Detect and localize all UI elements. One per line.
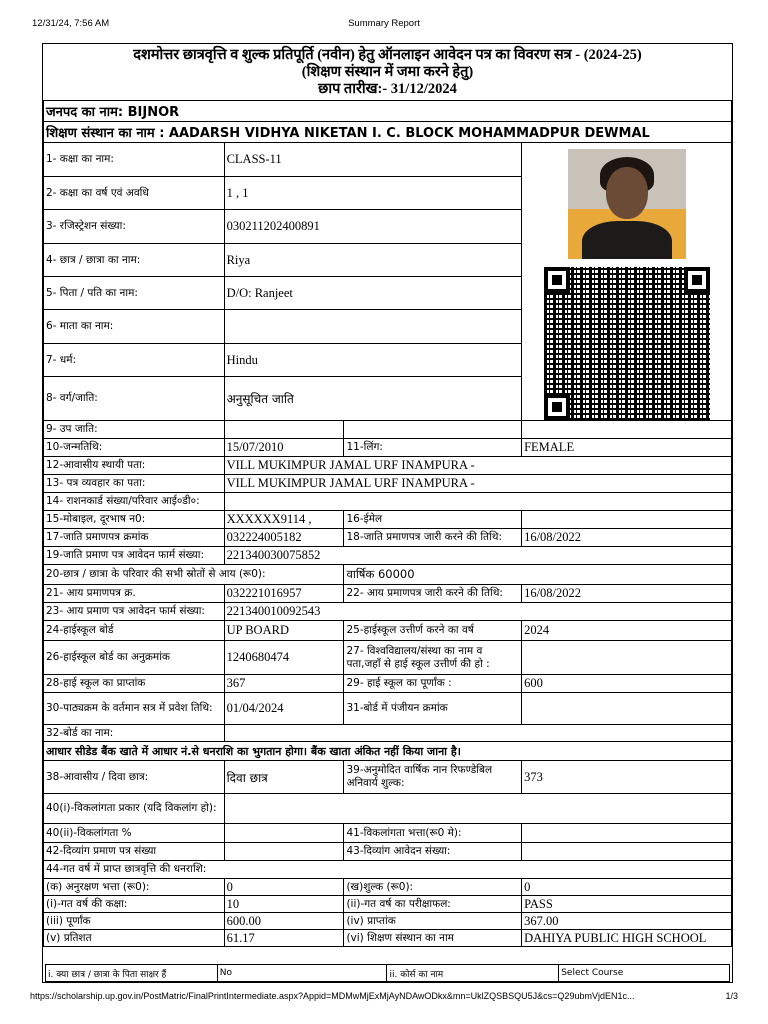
field-value: D/O: Ranjeet xyxy=(224,277,522,310)
field-label: 21- आय प्रमाणपत्र क्र. xyxy=(44,585,225,603)
field-value: 0 xyxy=(224,879,344,896)
field-value xyxy=(224,824,344,843)
field-value xyxy=(224,794,731,824)
field-label: 18-जाति प्रमाणपत्र जारी करने की तिथि: xyxy=(344,529,522,547)
field-value xyxy=(522,641,732,675)
details-table xyxy=(43,142,732,947)
field-value: 367 xyxy=(224,675,344,693)
field-label: 42-दिव्यांग प्रमाण पत्र संख्या xyxy=(44,843,225,861)
field-value xyxy=(224,493,731,511)
field-value: VILL MUKIMPUR JAMAL URF INAMPURA - xyxy=(224,457,731,475)
field-value: 1240680474 xyxy=(224,641,344,675)
field-label: 9- उप जाति: xyxy=(44,421,225,439)
field-value: अनुसूचित जाति xyxy=(224,377,522,421)
field-value xyxy=(522,824,732,843)
field-value: 15/07/2010 xyxy=(224,439,344,457)
course-select[interactable]: Select Course xyxy=(559,965,730,982)
field-label: 32-बोर्ड का नाम: xyxy=(44,725,225,742)
field-value: UP BOARD xyxy=(224,621,344,641)
form-title xyxy=(43,44,732,98)
field-label: 20-छात्र / छात्रा के परिवार की सभी स्रोतों से आय (रू0): xyxy=(44,565,344,585)
field-label: 15-मोबाइल, दूरभाष न0: xyxy=(44,511,225,529)
field-label: (i)-गत वर्ष की कक्षा: xyxy=(44,896,225,913)
field-value: 032224005182 xyxy=(224,529,344,547)
aadhaar-notice: आधार सीडेड बैंक खाते में आधार नं.से धनराशि का भुगतान होगा। बैंक खाता अंकित नहीं किया जाना है। xyxy=(44,742,732,761)
field-value: 600 xyxy=(522,675,732,693)
application-form xyxy=(42,43,733,983)
field-label: 17-जाति प्रमाणपत्र क्रमांक xyxy=(44,529,225,547)
field-label: 2- कक्षा का वर्ष एवं अवधि xyxy=(44,177,225,210)
field-label: 10-जन्मतिथि: xyxy=(44,439,225,457)
field-label: (ख)शुल्क (रू0): xyxy=(344,879,522,896)
field-label: 13- पत्र व्यवहार का पता: xyxy=(44,475,225,493)
field-label: 3- रजिस्ट्रेशन संख्या: xyxy=(44,210,225,244)
qr-code xyxy=(544,267,710,420)
field-label: ii. कोर्स का नाम xyxy=(387,965,559,982)
page-url: https://scholarship.up.gov.in/PostMatric/FinalPrintIntermediate.aspx?Appid=MDMwMjExMjAyNDAwODkx&mn=UklZQSBSQU5J&cs=Q29ubmVjdEN1c... xyxy=(30,991,635,1001)
field-value xyxy=(224,725,731,742)
field-label: 11-लिंग: xyxy=(344,439,522,457)
field-label: 22- आय प्रमाणपत्र जारी करने की तिथि: xyxy=(344,585,522,603)
field-label: 28-हाई स्कूल का प्राप्तांक xyxy=(44,675,225,693)
field-label: 12-आवासीय स्थायी पता: xyxy=(44,457,225,475)
field-label: 16-ईमेल xyxy=(344,511,522,529)
field-label: 6- माता का नाम: xyxy=(44,310,225,344)
field-label: 23- आय प्रमाण पत्र आवेदन फार्म संख्या: xyxy=(44,603,225,621)
field-value xyxy=(522,511,732,529)
field-value: VILL MUKIMPUR JAMAL URF INAMPURA - xyxy=(224,475,731,493)
field-label: (क) अनुरक्षण भत्ता (रू0): xyxy=(44,879,225,896)
field-value xyxy=(224,421,344,439)
page-number: 1/3 xyxy=(725,991,738,1001)
field-label: 30-पाठ्यक्रम के वर्तमान सत्र में प्रवेश तिथि: xyxy=(44,693,225,725)
field-label: 27- विश्वविद्यालय/संस्था का नाम व पता,जहाँ से हाई स्कूल उत्तीर्ण की हो : xyxy=(344,641,522,675)
district-table xyxy=(43,100,732,143)
field-value: 10 xyxy=(224,896,344,913)
field-label: (vi) शिक्षण संस्थान का नाम xyxy=(344,930,522,947)
field-value: दिवा छात्र xyxy=(224,761,344,794)
field-value xyxy=(224,310,522,344)
field-value: 600.00 xyxy=(224,913,344,930)
field-value: 61.17 xyxy=(224,930,344,947)
field-label: 4- छात्र / छात्रा का नाम: xyxy=(44,244,225,277)
field-label: 39-अनुमोदित वार्षिक नान रिफण्डेबिल अनिवार्य शुल्क: xyxy=(344,761,522,794)
field-value: 01/04/2024 xyxy=(224,693,344,725)
field-value: 2024 xyxy=(522,621,732,641)
field-value: No xyxy=(217,965,387,982)
field-value: 221340010092543 xyxy=(224,603,731,621)
field-label: 38-आवासीय / दिवा छात्र: xyxy=(44,761,225,794)
field-label: (v) प्रतिशत xyxy=(44,930,225,947)
field-label: 29- हाई स्कूल का पूर्णांक : xyxy=(344,675,522,693)
field-value: 367.00 xyxy=(522,913,732,930)
title-line-2: (शिक्षण संस्थान में जमा करने हेतु) xyxy=(301,64,474,80)
field-value: 032221016957 xyxy=(224,585,344,603)
field-label: 24-हाईस्कूल बोर्ड xyxy=(44,621,225,641)
field-value: Riya xyxy=(224,244,522,277)
field-label: (ii)-गत वर्ष का परीक्षाफल: xyxy=(344,896,522,913)
field-label: 7- धर्म: xyxy=(44,344,225,377)
field-label: 26-हाईस्कूल बोर्ड का अनुक्रमांक xyxy=(44,641,225,675)
field-label: 8- वर्ग/जाति: xyxy=(44,377,225,421)
student-photo xyxy=(568,149,686,259)
field-label: 19-जाति प्रमाण पत्र आवेदन फार्म संख्या: xyxy=(44,547,225,565)
field-value: वार्षिक 60000 xyxy=(344,565,732,585)
title-line-3: छाप तारीख:- 31/12/2024 xyxy=(318,81,457,97)
field-value xyxy=(522,693,732,725)
last-row-table xyxy=(45,964,730,982)
field-label: 5- पिता / पति का नाम: xyxy=(44,277,225,310)
field-value: 0 xyxy=(522,879,732,896)
field-value: CLASS-11 xyxy=(224,143,522,177)
institution-name: शिक्षण संस्थान का नाम : AADARSH VIDHYA NIKETAN I. C. BLOCK MOHAMMADPUR DEWMAL xyxy=(44,122,732,143)
field-label: 41-विकलांगता भत्ता(रू0 मे): xyxy=(344,824,522,843)
field-value: XXXXXX9114 , xyxy=(224,511,344,529)
photo-qr-cell xyxy=(522,143,732,421)
field-value: Hindu xyxy=(224,344,522,377)
print-timestamp: 12/31/24, 7:56 AM xyxy=(32,18,110,29)
district-name: जनपद का नाम: BIJNOR xyxy=(44,101,732,122)
field-value: 030211202400891 xyxy=(224,210,522,244)
field-label: (iii) पूर्णांक xyxy=(44,913,225,930)
field-label: 31-बोर्ड में पंजीयन क्रमांक xyxy=(344,693,522,725)
field-label: 25-हाईस्कूल उत्तीर्ण करने का वर्ष xyxy=(344,621,522,641)
field-value: 16/08/2022 xyxy=(522,529,732,547)
field-label: 44-गत वर्ष में प्राप्त छात्रवृत्ति की धनराशि: xyxy=(44,861,732,879)
field-value: DAHIYA PUBLIC HIGH SCHOOL xyxy=(522,930,732,947)
field-label: i. क्या छात्र / छात्रा के पिता साक्षर हैं xyxy=(46,965,218,982)
field-label: 14- राशनकार्ड संख्या/परिवार आई०डी०: xyxy=(44,493,225,511)
field-label: (iv) प्राप्तांक xyxy=(344,913,522,930)
field-value xyxy=(224,843,344,861)
field-label: 1- कक्षा का नाम: xyxy=(44,143,225,177)
field-label: 43-दिव्यांग आवेदन संख्या: xyxy=(344,843,522,861)
field-value: 1 , 1 xyxy=(224,177,522,210)
field-value: 221340030075852 xyxy=(224,547,731,565)
field-label: 40(i)-विकलांगता प्रकार (यदि विकलांग हो): xyxy=(44,794,225,824)
field-value xyxy=(522,843,732,861)
field-label: 40(ii)-विकलांगता % xyxy=(44,824,225,843)
field-value: 373 xyxy=(522,761,732,794)
title-line-1: दशमोत्तर छात्रवृत्ति व शुल्क प्रतिपूर्ति (नवीन) हेतु ऑनलाइन आवेदन पत्र का विवरण सत्र - (2024-25) xyxy=(133,47,642,63)
field-value: PASS xyxy=(522,896,732,913)
field-value: 16/08/2022 xyxy=(522,585,732,603)
field-value: FEMALE xyxy=(522,439,732,457)
print-page-title: Summary Report xyxy=(348,18,420,29)
